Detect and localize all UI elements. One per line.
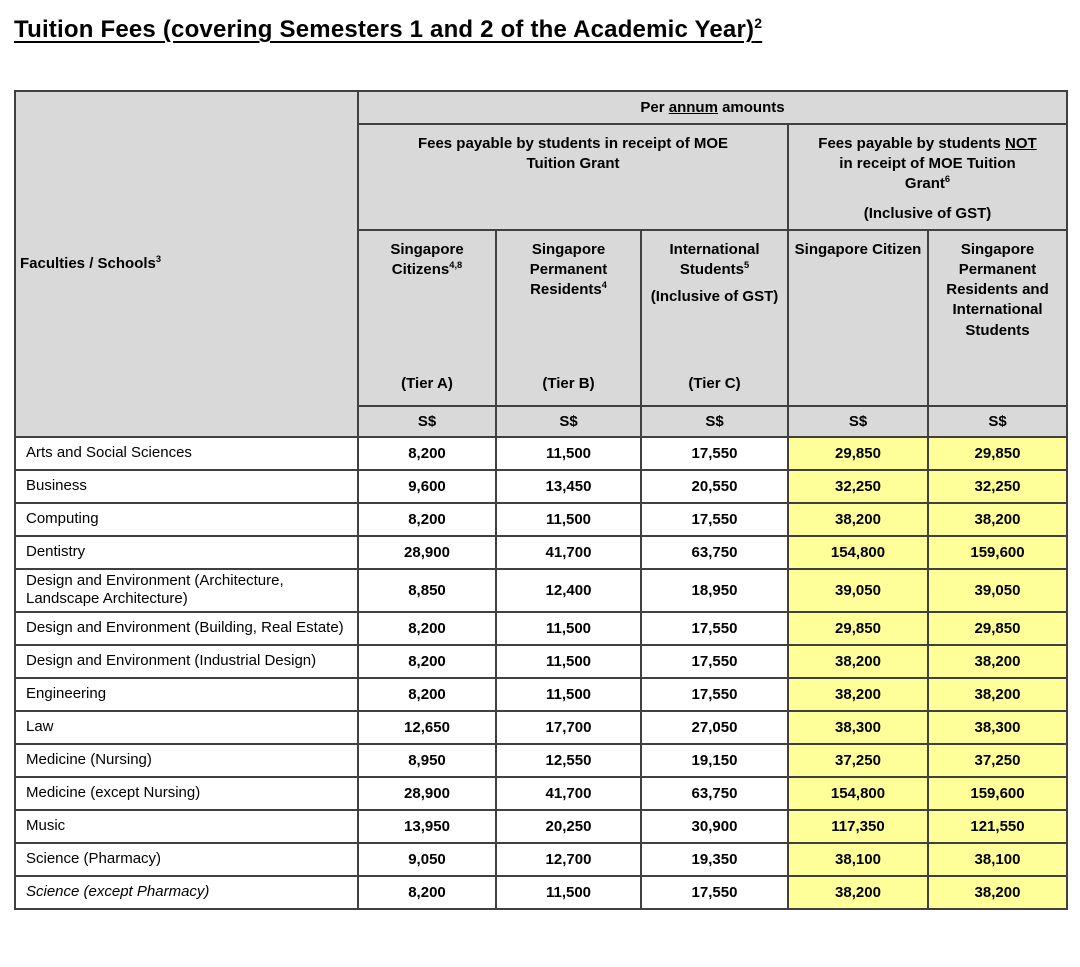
tier-a-label: (Tier A): [401, 375, 453, 393]
table-row: [15, 503, 1067, 536]
col-footnote-superscript: 4: [601, 280, 607, 291]
fee-cell-nongrant-citizen: 154,800: [788, 777, 928, 810]
fee-cell-nongrant-pr-international: 29,850: [928, 437, 1067, 470]
fee-cell-tier-b: 12,550: [496, 744, 641, 777]
col-header-international-students-tier-c: [641, 230, 788, 406]
fee-cell-tier-c: 17,550: [641, 678, 788, 711]
table-row: [15, 876, 1067, 909]
fee-cell-tier-c: 17,550: [641, 876, 788, 909]
faculty-name-cell: Music: [15, 810, 358, 843]
fee-cell-nongrant-citizen: 38,200: [788, 876, 928, 909]
fee-cell-tier-a: 8,200: [358, 678, 496, 711]
currency-label-cell: S$: [928, 406, 1067, 437]
moe-grant-group-header-cell: [358, 124, 788, 230]
tier-c-label: (Tier C): [688, 375, 741, 393]
fee-cell-tier-c: 17,550: [641, 645, 788, 678]
fee-cell-nongrant-citizen: 32,250: [788, 470, 928, 503]
faculty-name-cell: Business: [15, 470, 358, 503]
fee-cell-nongrant-citizen: 38,300: [788, 711, 928, 744]
fee-cell-tier-a: 28,900: [358, 777, 496, 810]
fee-cell-nongrant-citizen: 117,350: [788, 810, 928, 843]
page-title-footnote-superscript: 2: [754, 15, 763, 31]
moe-grant-group-label: Fees payable by students in receipt of MOE Tuition Grant: [417, 134, 729, 172]
col-name: Singapore Permanent Residents and International Students: [946, 240, 1049, 339]
col-name: Singapore Citizens$^{4,8}$: [390, 240, 464, 278]
fee-cell-tier-b: 41,700: [496, 777, 641, 810]
table-row: [15, 437, 1067, 470]
fee-cell-tier-c: 18,950: [641, 569, 788, 613]
fee-cell-tier-b: 12,400: [496, 569, 641, 613]
fee-cell-nongrant-pr-international: 39,050: [928, 569, 1067, 613]
fee-cell-tier-c: 17,550: [641, 437, 788, 470]
col-gst-note: (Inclusive of GST): [650, 288, 779, 306]
fee-cell-nongrant-pr-international: 38,200: [928, 503, 1067, 536]
fee-cell-nongrant-citizen: 37,250: [788, 744, 928, 777]
page-title: [14, 16, 1066, 44]
fee-cell-tier-b: 11,500: [496, 645, 641, 678]
non-moe-post: in receipt of MOE Tuition Grant: [839, 154, 1016, 193]
fee-cell-nongrant-pr-international: 38,100: [928, 843, 1067, 876]
fee-cell-tier-a: 8,200: [358, 876, 496, 909]
per-annum-underlined-word: annum: [668, 98, 718, 116]
non-moe-grant-group-header-cell: [788, 124, 1067, 230]
fee-cell-tier-c: 19,350: [641, 843, 788, 876]
faculty-name-cell: Science (Pharmacy): [15, 843, 358, 876]
fee-cell-tier-a: 28,900: [358, 536, 496, 569]
col-header-pr-and-international-nongrant: [928, 230, 1067, 406]
fee-cell-nongrant-citizen: 38,200: [788, 678, 928, 711]
fee-cell-tier-c: 17,550: [641, 612, 788, 645]
table-row: [15, 612, 1067, 645]
faculties-schools-label: Faculties / Schools: [20, 255, 156, 273]
fee-cell-nongrant-pr-international: 29,850: [928, 612, 1067, 645]
fee-cell-nongrant-pr-international: 38,200: [928, 645, 1067, 678]
table-row: [15, 569, 1067, 613]
fee-cell-tier-b: 41,700: [496, 536, 641, 569]
fee-cell-tier-b: 11,500: [496, 612, 641, 645]
fee-cell-tier-c: 20,550: [641, 470, 788, 503]
fee-cell-nongrant-citizen: 38,200: [788, 645, 928, 678]
fee-cell-nongrant-citizen: 39,050: [788, 569, 928, 613]
per-annum-pre: Per: [640, 98, 669, 116]
fee-cell-tier-b: 11,500: [496, 678, 641, 711]
faculty-name-cell: Science (except Pharmacy): [15, 876, 358, 909]
fee-cell-tier-a: 13,950: [358, 810, 496, 843]
faculty-name-cell: Medicine (except Nursing): [15, 777, 358, 810]
fee-cell-nongrant-citizen: 38,200: [788, 503, 928, 536]
fee-cell-tier-b: 13,450: [496, 470, 641, 503]
faculty-name-cell: Engineering: [15, 678, 358, 711]
col-footnote-superscript: 5: [744, 259, 750, 270]
col-name: Singapore Citizen: [794, 240, 922, 258]
table-row: [15, 678, 1067, 711]
col-header-singapore-pr-tier-b: [496, 230, 641, 406]
faculty-name-cell: Law: [15, 711, 358, 744]
fee-cell-nongrant-pr-international: 32,250: [928, 470, 1067, 503]
faculty-name-cell: Design and Environment (Building, Real Estate): [15, 612, 358, 645]
fee-cell-tier-a: 9,050: [358, 843, 496, 876]
fee-cell-tier-c: 63,750: [641, 536, 788, 569]
faculties-schools-footnote-superscript: 3: [155, 254, 162, 265]
non-moe-not-word: NOT: [1005, 134, 1037, 152]
fee-cell-nongrant-pr-international: 38,200: [928, 678, 1067, 711]
faculty-name-cell: Design and Environment (Architecture, Landscape Architecture): [15, 569, 358, 613]
per-annum-post: amounts: [717, 98, 785, 116]
table-row: [15, 744, 1067, 777]
fee-cell-nongrant-pr-international: 121,550: [928, 810, 1067, 843]
fee-cell-nongrant-pr-international: 37,250: [928, 744, 1067, 777]
fee-cell-tier-b: 11,500: [496, 876, 641, 909]
col-footnote-superscript: 4,8: [449, 259, 463, 270]
per-annum-amounts-header-cell: [358, 91, 1067, 124]
fee-cell-nongrant-pr-international: 38,300: [928, 711, 1067, 744]
fee-cell-tier-a: 8,200: [358, 503, 496, 536]
table-row: [15, 711, 1067, 744]
fee-cell-tier-c: 30,900: [641, 810, 788, 843]
currency-label-cell: S$: [788, 406, 928, 437]
fee-cell-nongrant-pr-international: 159,600: [928, 777, 1067, 810]
non-moe-footnote-superscript: 6: [944, 174, 951, 185]
col-name: International Students$^5$: [669, 240, 760, 278]
non-moe-grant-group-label: [818, 134, 1038, 195]
fee-cell-tier-c: 19,150: [641, 744, 788, 777]
currency-label-cell: S$: [358, 406, 496, 437]
faculty-name-cell: Computing: [15, 503, 358, 536]
faculty-name-cell: Dentistry: [15, 536, 358, 569]
table-row: [15, 843, 1067, 876]
fee-cell-nongrant-citizen: 29,850: [788, 612, 928, 645]
fee-cell-tier-a: 12,650: [358, 711, 496, 744]
fee-cell-nongrant-citizen: 154,800: [788, 536, 928, 569]
fee-cell-tier-b: 20,250: [496, 810, 641, 843]
fee-cell-tier-c: 63,750: [641, 777, 788, 810]
fee-cell-tier-c: 17,550: [641, 503, 788, 536]
page-title-text: Tuition Fees (covering Semesters 1 and 2 of the Academic Year): [14, 16, 755, 43]
tuition-fees-table: [14, 90, 1068, 911]
fee-cell-tier-a: 8,200: [358, 645, 496, 678]
table-row: [15, 470, 1067, 503]
tier-b-label: (Tier B): [542, 375, 595, 393]
fee-cell-tier-c: 27,050: [641, 711, 788, 744]
fee-cell-nongrant-citizen: 38,100: [788, 843, 928, 876]
fee-cell-tier-b: 11,500: [496, 503, 641, 536]
currency-label-cell: S$: [496, 406, 641, 437]
fee-cell-tier-a: 8,200: [358, 612, 496, 645]
faculties-schools-header-cell: [15, 91, 358, 437]
table-row: [15, 536, 1067, 569]
fee-cell-tier-b: 17,700: [496, 711, 641, 744]
per-annum-header-row: [15, 91, 1067, 124]
fee-cell-nongrant-pr-international: 38,200: [928, 876, 1067, 909]
faculty-name-cell: Arts and Social Sciences: [15, 437, 358, 470]
faculty-name-cell: Medicine (Nursing): [15, 744, 358, 777]
fee-cell-tier-b: 12,700: [496, 843, 641, 876]
fee-cell-tier-a: 8,200: [358, 437, 496, 470]
fee-cell-nongrant-pr-international: 159,600: [928, 536, 1067, 569]
table-row: [15, 777, 1067, 810]
table-row: [15, 645, 1067, 678]
non-moe-pre: Fees payable by students: [818, 134, 1006, 152]
faculty-name-cell: Design and Environment (Industrial Design): [15, 645, 358, 678]
currency-label-cell: S$: [641, 406, 788, 437]
table-row: [15, 810, 1067, 843]
fee-cell-tier-b: 11,500: [496, 437, 641, 470]
fee-cell-tier-a: 9,600: [358, 470, 496, 503]
non-moe-gst-note: (Inclusive of GST): [863, 205, 992, 223]
fee-cell-tier-a: 8,850: [358, 569, 496, 613]
col-name: Singapore Permanent Residents$^4$: [529, 240, 608, 299]
col-header-singapore-citizen-nongrant: [788, 230, 928, 406]
fee-cell-tier-a: 8,950: [358, 744, 496, 777]
col-header-singapore-citizens-tier-a: [358, 230, 496, 406]
fee-cell-nongrant-citizen: 29,850: [788, 437, 928, 470]
